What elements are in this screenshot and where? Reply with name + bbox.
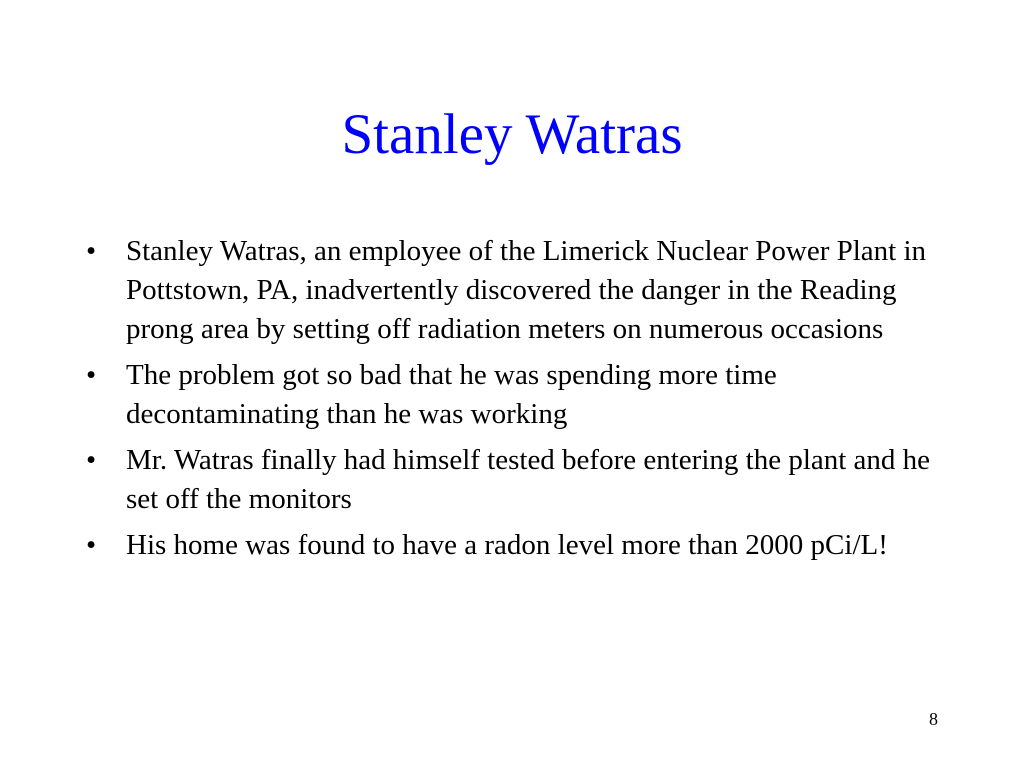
bullet-list xyxy=(86,232,956,572)
bullet-text: His home was found to have a radon level more than 2000 pCi/L! xyxy=(126,529,888,561)
bullet-text: Stanley Watras, an employee of the Limerick Nuclear Power Plant in Pottstown, PA, inadvertently discovered the danger in the Reading prong area by setting off radiation meters on numerous occasions xyxy=(126,235,927,345)
bullet-item xyxy=(86,356,956,434)
bullet-dot-icon: • xyxy=(86,235,97,267)
bullet-text: The problem got so bad that he was spending more time decontaminating than he was working xyxy=(126,359,777,430)
page-number: 8 xyxy=(929,709,938,729)
slide-title: Stanley Watras xyxy=(341,103,683,166)
bullet-item xyxy=(86,526,956,565)
bullet-item xyxy=(86,441,956,519)
bullet-item xyxy=(86,232,956,349)
bullet-dot-icon: • xyxy=(86,529,97,561)
bullet-text: Mr. Watras finally had himself tested before entering the plant and he set off the monitors xyxy=(126,444,931,515)
bullet-dot-icon: • xyxy=(86,359,97,391)
bullet-dot-icon: • xyxy=(86,444,97,476)
